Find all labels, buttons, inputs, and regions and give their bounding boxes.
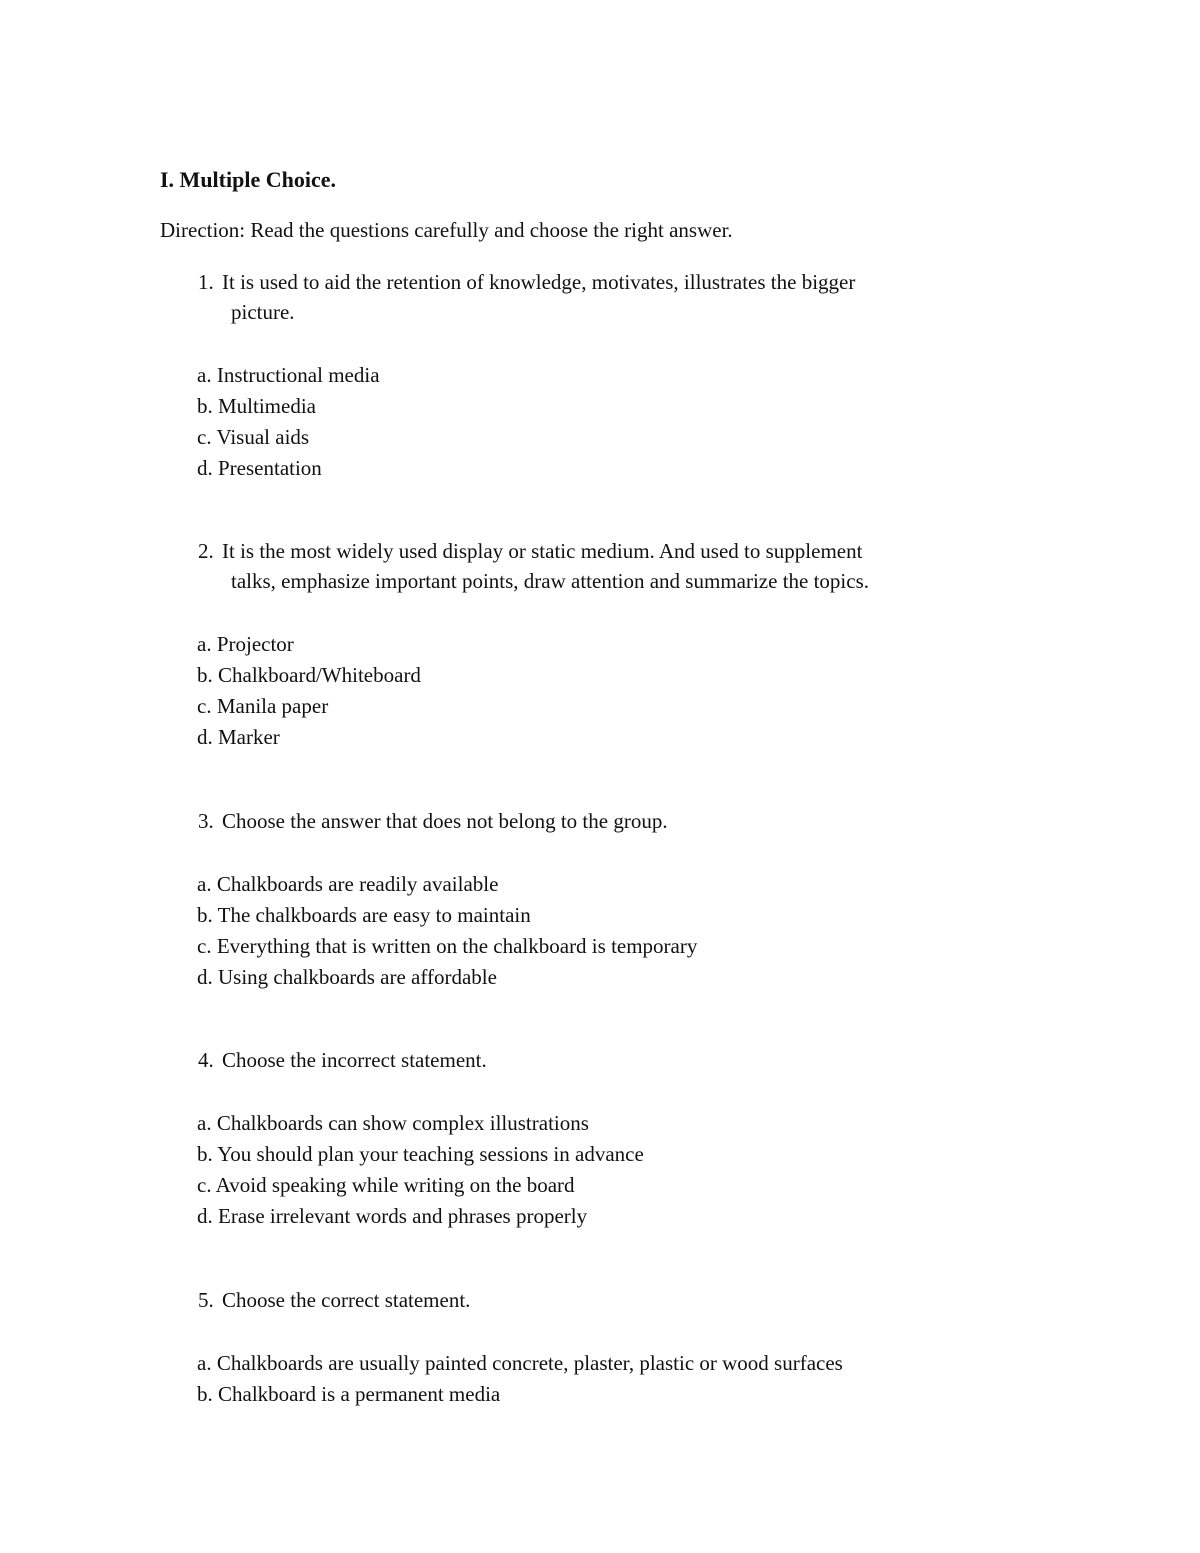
option-c: c. Manila paper: [197, 694, 329, 718]
option-b: b. You should plan your teaching sessions in advance: [197, 1142, 644, 1166]
option-b: b. Multimedia: [197, 394, 316, 418]
question-2: [198, 536, 958, 596]
question-text: It is used to aid the retention of knowledge, motivates, illustrates the bigger: [222, 270, 856, 294]
question-text: Choose the answer that does not belong to the group.: [222, 809, 668, 833]
question-number: 3.: [198, 809, 214, 833]
question-text-continued: picture.: [231, 300, 295, 324]
option-d: d. Marker: [197, 725, 280, 749]
options-list-5: [197, 1348, 843, 1410]
option-d: d. Using chalkboards are affordable: [197, 965, 497, 989]
option-c: c. Everything that is written on the chalkboard is temporary: [197, 934, 698, 958]
option-a: a. Chalkboards can show complex illustrations: [197, 1111, 589, 1135]
question-text: Choose the incorrect statement.: [222, 1048, 487, 1072]
section-heading: I. Multiple Choice.: [160, 167, 336, 192]
option-a: a. Instructional media: [197, 363, 380, 387]
question-number: 1.: [198, 270, 214, 294]
options-list-1: [197, 360, 380, 484]
question-text: It is the most widely used display or static medium. And used to supplement: [222, 539, 863, 563]
question-text-continued: talks, emphasize important points, draw attention and summarize the topics.: [231, 569, 870, 593]
direction-text: Direction: Read the questions carefully and choose the right answer.: [160, 218, 733, 242]
option-c: c. Avoid speaking while writing on the board: [197, 1173, 575, 1197]
question-1: [198, 267, 958, 327]
option-d: d. Presentation: [197, 456, 322, 480]
option-b: b. Chalkboard/Whiteboard: [197, 663, 421, 687]
option-b: b. Chalkboard is a permanent media: [197, 1382, 501, 1406]
question-number: 4.: [198, 1048, 214, 1072]
question-3: [198, 806, 958, 836]
option-a: a. Chalkboards are usually painted concrete, plaster, plastic or wood surfaces: [197, 1351, 843, 1375]
question-4: [198, 1045, 958, 1075]
option-a: a. Projector: [197, 632, 294, 656]
options-list-3: [197, 869, 697, 993]
option-c: c. Visual aids: [197, 425, 310, 449]
question-number: 2.: [198, 539, 214, 563]
question-text: Choose the correct statement.: [222, 1288, 471, 1312]
option-d: d. Erase irrelevant words and phrases properly: [197, 1204, 588, 1228]
option-a: a. Chalkboards are readily available: [197, 872, 499, 896]
question-number: 5.: [198, 1288, 214, 1312]
options-list-2: [197, 629, 421, 753]
options-list-4: [197, 1108, 644, 1232]
question-5: [198, 1285, 958, 1315]
option-b: b. The chalkboards are easy to maintain: [197, 903, 531, 927]
